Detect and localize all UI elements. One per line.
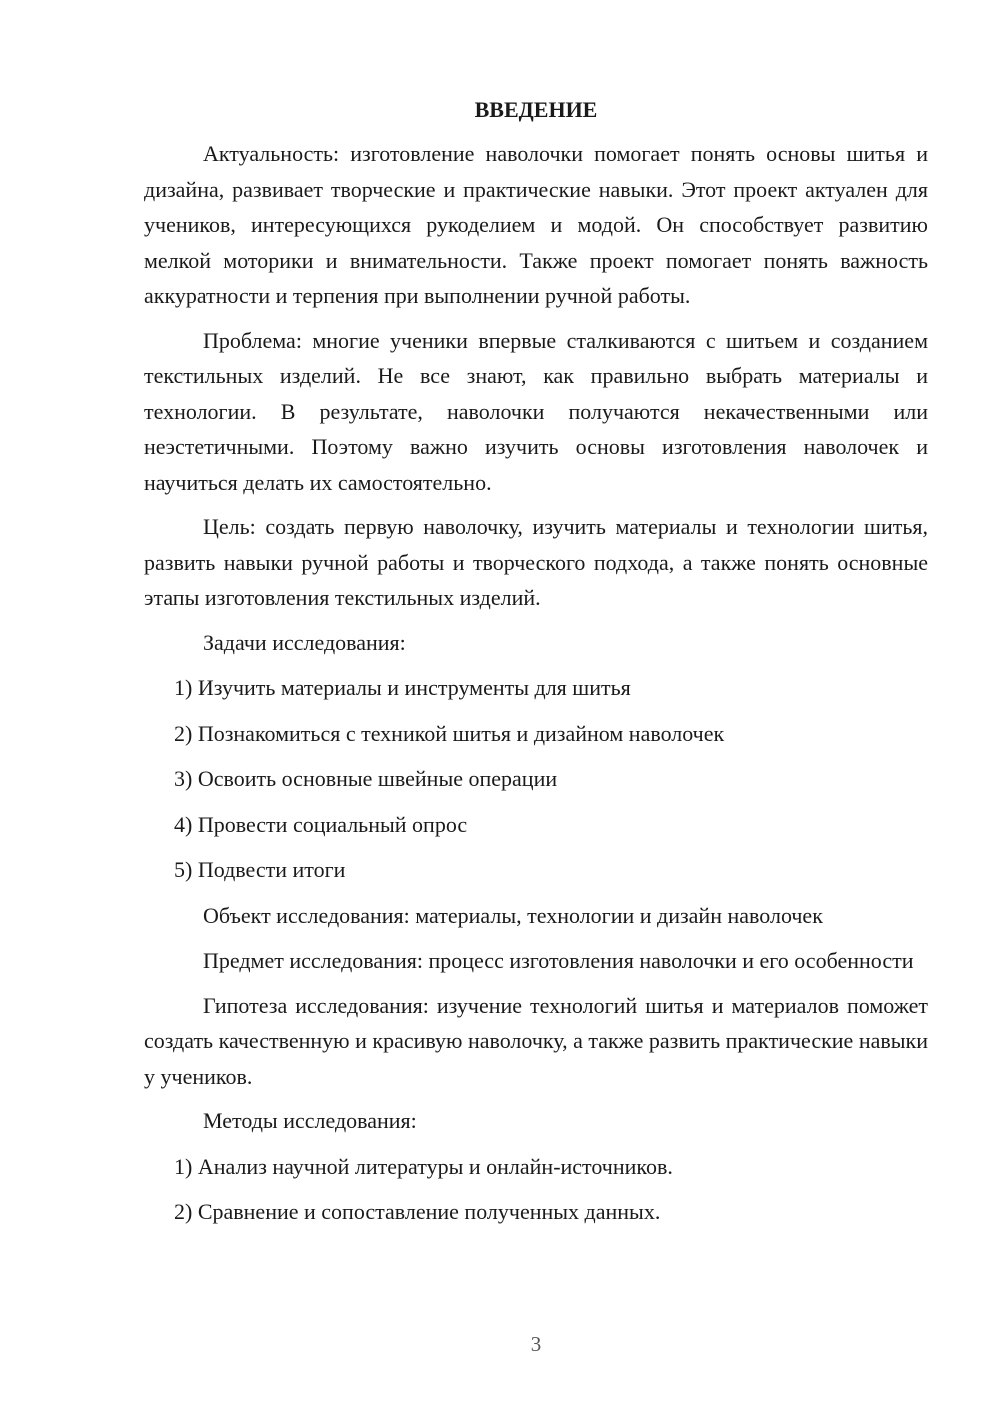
page-number: 3: [530, 1332, 542, 1356]
subject-paragraph: Предмет исследования: процесс изготовления наволочки и его особенности: [203, 948, 914, 973]
task-item: 3) Освоить основные швейные операции: [174, 766, 558, 791]
problem-paragraph: Проблема: многие ученики впервые сталкиваются с шитьем и созданием текстильных изделий. Не все знают, как правильно выбрать материалы и технологии. В результате, наволочки получаются некачественными или неэстетичными. Поэтому важно изучить основы изготовления наволочек и научиться делать их самостоятельно.: [144, 327, 928, 495]
object-line: Объект исследования: материалы, технологии и дизайн наволочек: [203, 902, 823, 928]
document-page: [144, 92, 928, 1240]
method-item: 1) Анализ научной литературы и онлайн-источников.: [174, 1153, 673, 1179]
task-item: 5) Подвести итоги: [174, 857, 346, 882]
goal-paragraph: Цель: создать первую наволочку, изучить материалы и технологии шитья, развить навыки ручной работы и творческого подхода, а также понять основные этапы изготовления текстильных изделий.: [144, 514, 928, 610]
task-item: 2) Познакомиться с техникой шитья и дизайном наволочек: [174, 720, 725, 746]
hypothesis-paragraph: Гипотеза исследования: изучение технологий шитья и материалов поможет создать качественную и красивую наволочку, а также развить практические навыки у учеников.: [144, 992, 928, 1089]
methods-heading: Методы исследования:: [203, 1108, 417, 1133]
task-item: 1) Изучить материалы и инструменты для шитья: [174, 675, 631, 700]
section-title: ВВЕДЕНИЕ: [474, 97, 598, 122]
tasks-heading: Задачи исследования:: [203, 629, 406, 655]
task-item: 4) Провести социальный опрос: [174, 811, 468, 837]
relevance-paragraph: Актуальность: изготовление наволочки помогает понять основы шитья и дизайна, развивает творческие и практические навыки. Этот проект актуален для учеников, интересующихся рукоделием и модой. Он способствует развитию мелкой моторики и внимательности. Также проект помогает понять важность аккуратности и терпения при выполнении ручной работы.: [144, 141, 928, 308]
method-item: 2) Сравнение и сопоставление полученных данных.: [174, 1199, 661, 1224]
